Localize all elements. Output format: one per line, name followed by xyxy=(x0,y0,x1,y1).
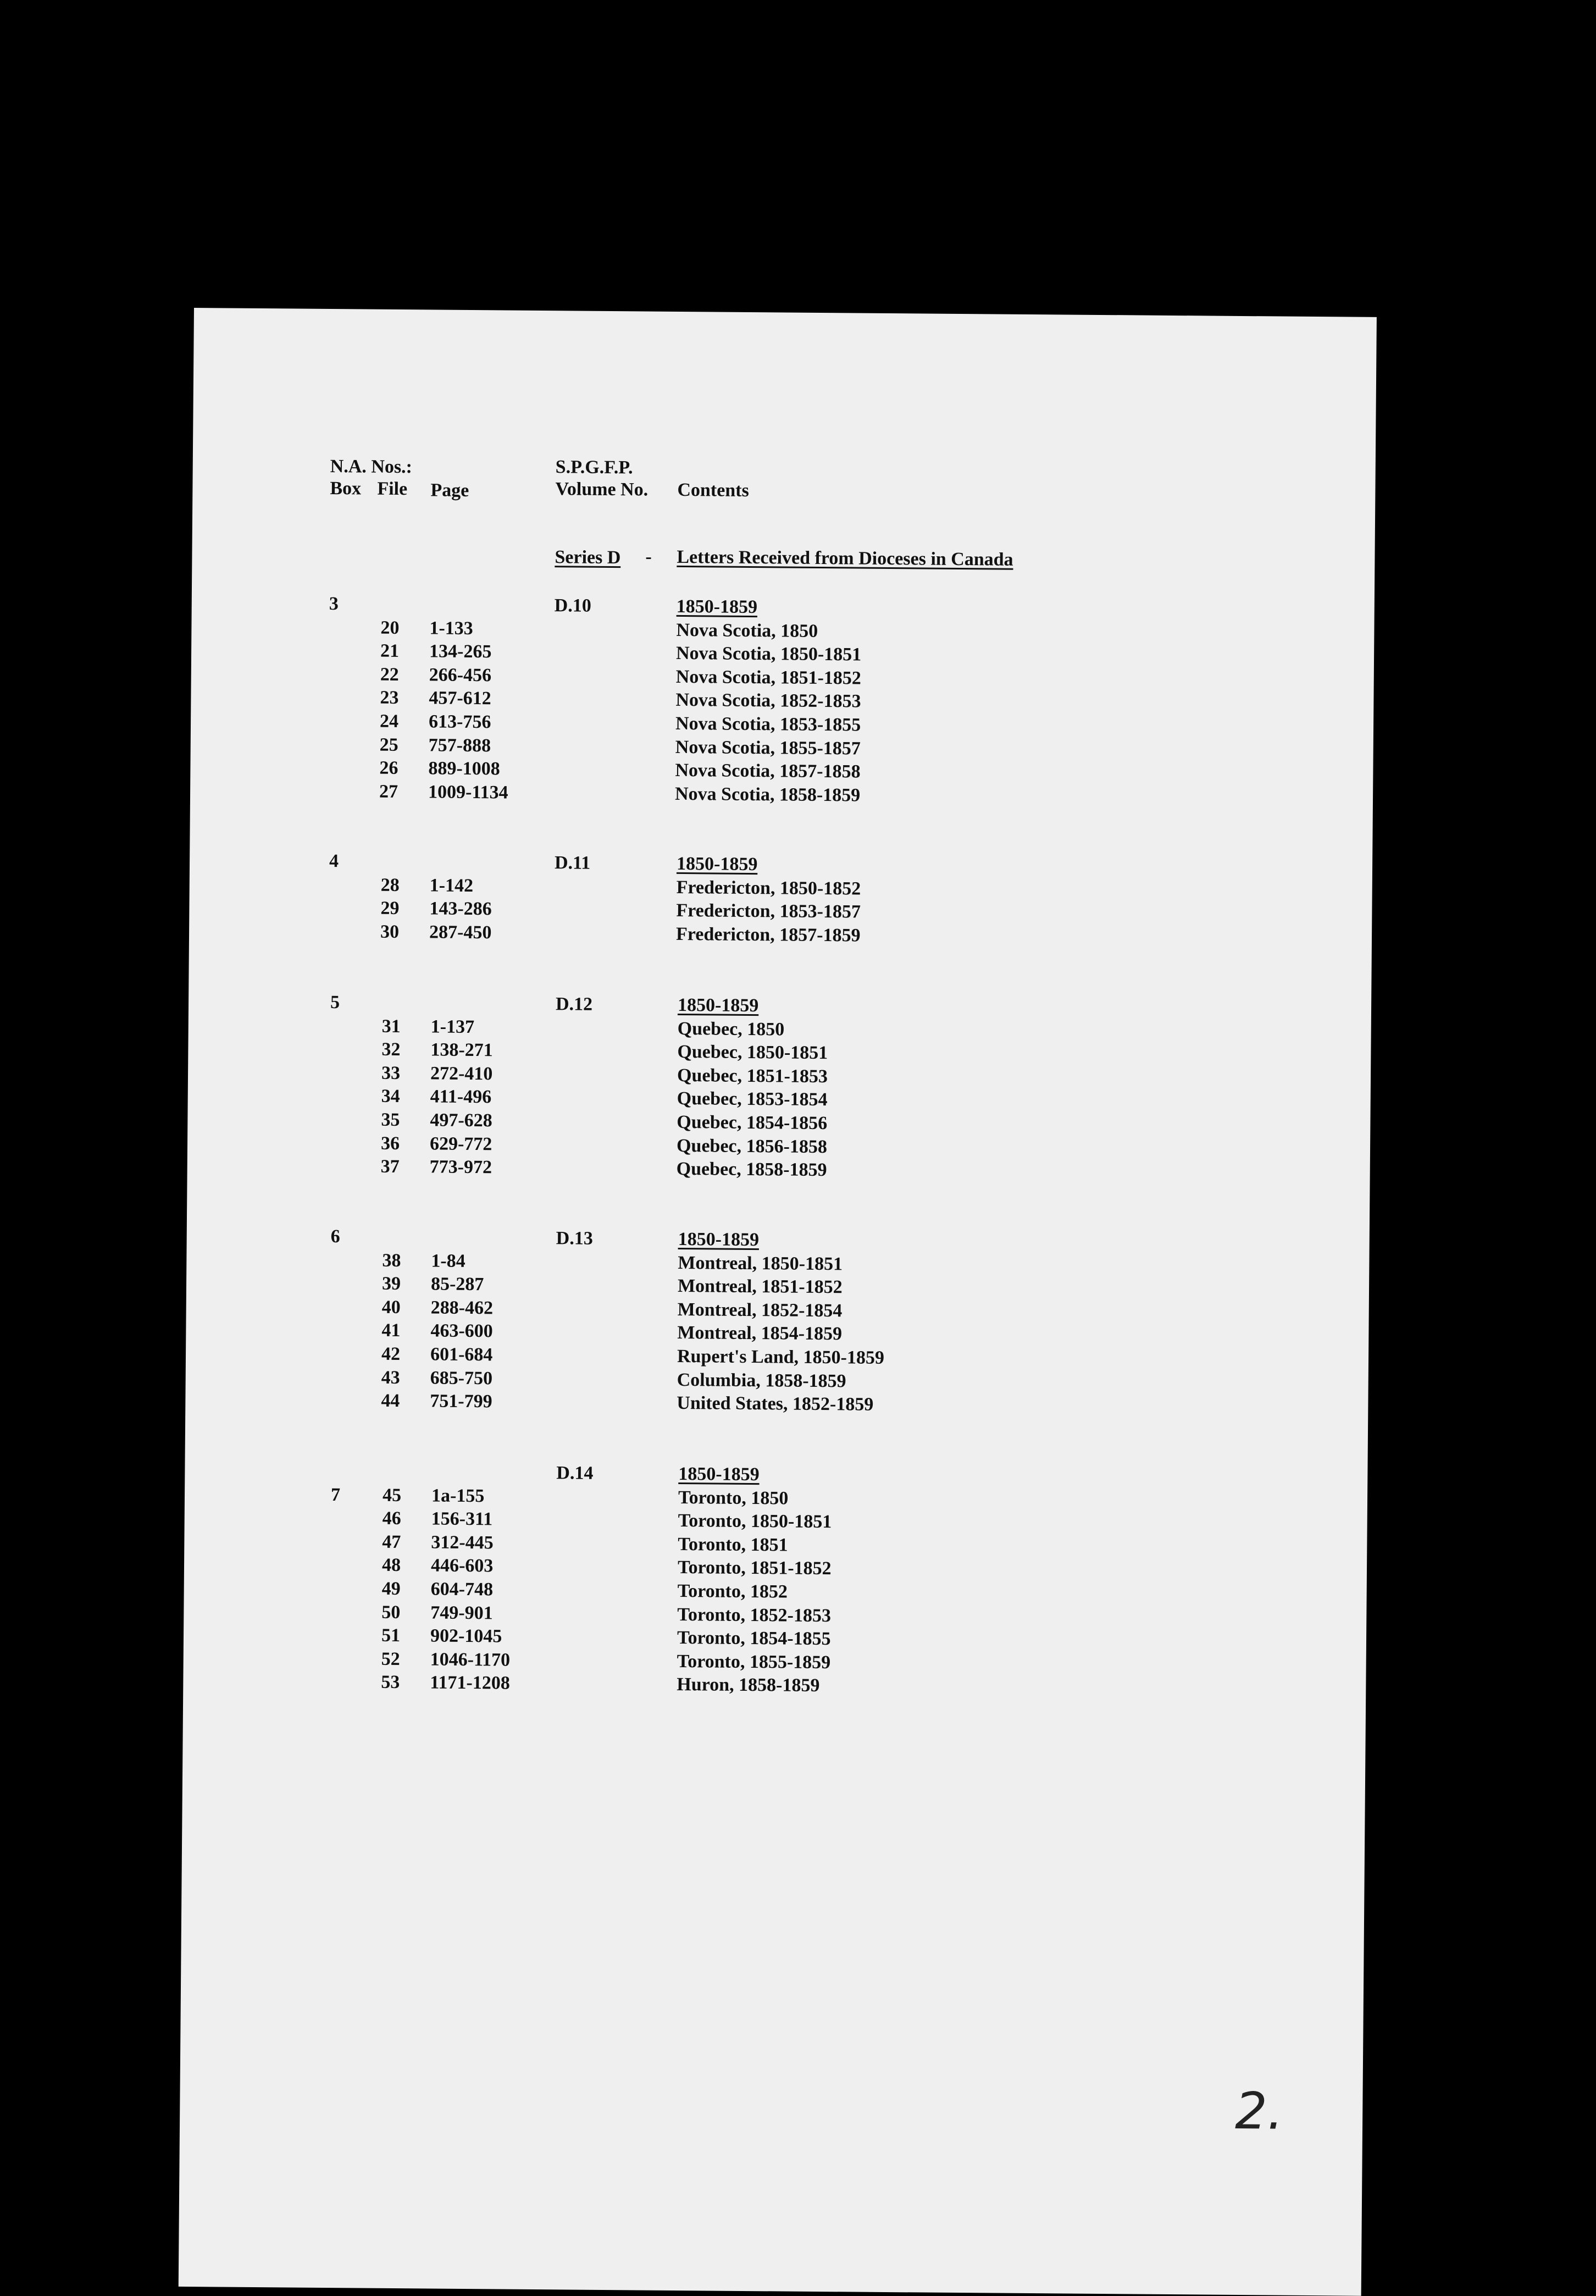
row-file-number: 22 xyxy=(380,664,399,685)
row-file-number: 38 xyxy=(382,1250,401,1271)
row-file-number: 50 xyxy=(381,1602,401,1623)
row-page-range: 446-603 xyxy=(430,1555,494,1576)
row-contents: Quebec, 1850 xyxy=(677,1018,785,1040)
row-page-range: 312-445 xyxy=(431,1532,494,1553)
row-contents: Quebec, 1856-1858 xyxy=(676,1135,828,1157)
row-contents: Nova Scotia, 1851-1852 xyxy=(675,666,862,689)
row-page-range: 138-271 xyxy=(430,1039,493,1061)
row-file-number: 23 xyxy=(380,688,399,709)
row-page-range: 85-287 xyxy=(430,1274,484,1295)
row-page-range: 463-600 xyxy=(430,1320,493,1342)
row-file-number: 31 xyxy=(381,1016,401,1037)
row-file-number: 40 xyxy=(381,1297,401,1318)
volume-number: D.12 xyxy=(555,994,593,1015)
row-contents: Columbia, 1858-1859 xyxy=(677,1369,846,1391)
period-heading: 1850-1859 xyxy=(676,596,758,618)
row-contents: Quebec, 1858-1859 xyxy=(676,1159,827,1181)
group-box-number: 4 xyxy=(329,850,339,872)
row-file-number: 30 xyxy=(380,921,400,942)
period-heading: 1850-1859 xyxy=(678,1463,760,1485)
row-file-number: 29 xyxy=(380,898,400,919)
row-page-range: 1-84 xyxy=(431,1251,465,1271)
row-contents: Toronto, 1852-1853 xyxy=(677,1604,832,1626)
row-contents: Toronto, 1854-1855 xyxy=(677,1628,831,1650)
row-page-range: 889-1008 xyxy=(428,758,500,779)
row-box-number: 7 xyxy=(330,1484,341,1505)
row-file-number: 44 xyxy=(381,1390,400,1412)
row-file-number: 34 xyxy=(381,1086,400,1107)
row-page-range: 1-137 xyxy=(430,1016,475,1037)
row-contents: Toronto, 1855-1859 xyxy=(677,1651,831,1673)
header-spgfp: S.P.G.F.P. xyxy=(555,457,633,478)
row-page-range: 773-972 xyxy=(429,1157,492,1178)
series-title: Letters Received from Dioceses in Canada xyxy=(677,546,1013,570)
row-contents: Quebec, 1853-1854 xyxy=(677,1088,828,1110)
row-contents: Nova Scotia, 1855-1857 xyxy=(675,737,861,759)
volume-number: D.10 xyxy=(554,595,591,616)
row-page-range: 497-628 xyxy=(430,1110,492,1131)
period-heading: 1850-1859 xyxy=(677,994,759,1016)
row-contents: Nova Scotia, 1853-1855 xyxy=(675,713,861,735)
row-contents: Nova Scotia, 1858-1859 xyxy=(674,783,861,806)
series-label: Series D xyxy=(555,547,621,568)
row-contents: Montreal, 1852-1854 xyxy=(677,1299,843,1321)
period-heading: 1850-1859 xyxy=(678,1229,760,1251)
row-contents: Rupert's Land, 1850-1859 xyxy=(677,1346,885,1368)
row-file-number: 37 xyxy=(380,1156,400,1177)
volume-number: D.13 xyxy=(556,1228,593,1249)
row-file-number: 27 xyxy=(379,781,398,802)
row-page-range: 143-286 xyxy=(429,898,492,920)
header-box: Box xyxy=(330,478,362,499)
volume-number: D.14 xyxy=(556,1463,594,1484)
row-file-number: 21 xyxy=(380,640,400,662)
header-contents: Contents xyxy=(677,479,749,501)
row-contents: Nova Scotia, 1850 xyxy=(676,619,818,641)
row-file-number: 36 xyxy=(380,1133,400,1154)
row-page-range: 685-750 xyxy=(430,1368,493,1388)
row-contents: Montreal, 1851-1852 xyxy=(677,1276,843,1298)
series-dash: - xyxy=(645,546,652,567)
page-number: 2. xyxy=(1234,2081,1284,2141)
row-page-range: 629-772 xyxy=(429,1133,492,1154)
row-file-number: 20 xyxy=(380,617,400,638)
row-contents: Montreal, 1854-1859 xyxy=(677,1323,843,1345)
row-page-range: 1009-1134 xyxy=(428,782,508,803)
row-file-number: 53 xyxy=(381,1672,400,1693)
row-page-range: 272-410 xyxy=(430,1063,493,1085)
row-contents: Quebec, 1850-1851 xyxy=(677,1042,828,1064)
header-page: Page xyxy=(430,480,469,501)
row-page-range: 287-450 xyxy=(429,922,492,943)
row-page-range: 757-888 xyxy=(428,734,491,756)
row-page-range: 751-799 xyxy=(430,1391,492,1412)
row-file-number: 26 xyxy=(379,757,398,779)
row-file-number: 41 xyxy=(381,1320,401,1341)
row-page-range: 613-756 xyxy=(428,711,491,733)
row-file-number: 46 xyxy=(382,1508,401,1529)
row-contents: Montreal, 1850-1851 xyxy=(678,1252,843,1274)
document-page xyxy=(179,308,1377,2296)
row-contents: Fredericton, 1853-1857 xyxy=(676,900,861,922)
row-page-range: 134-265 xyxy=(429,641,492,662)
row-page-range: 604-748 xyxy=(430,1579,494,1600)
row-contents: Toronto, 1850-1851 xyxy=(678,1511,832,1532)
row-page-range: 411-496 xyxy=(430,1086,492,1108)
row-file-number: 42 xyxy=(381,1343,401,1365)
row-file-number: 32 xyxy=(381,1039,401,1060)
row-file-number: 52 xyxy=(381,1648,400,1669)
group-box-number: 3 xyxy=(329,593,339,615)
header-volume-no: Volume No. xyxy=(555,479,649,500)
row-contents: Fredericton, 1857-1859 xyxy=(675,923,861,946)
period-heading: 1850-1859 xyxy=(676,853,758,875)
row-contents: Toronto, 1852 xyxy=(677,1580,788,1602)
row-contents: United States, 1852-1859 xyxy=(677,1393,874,1415)
row-contents: Toronto, 1851-1852 xyxy=(677,1557,832,1579)
group-box-number: 6 xyxy=(330,1226,340,1247)
row-page-range: 902-1045 xyxy=(430,1625,502,1647)
row-page-range: 266-456 xyxy=(429,665,492,686)
volume-number: D.11 xyxy=(554,853,591,873)
row-page-range: 156-311 xyxy=(431,1508,493,1530)
row-contents: Fredericton, 1850-1852 xyxy=(676,877,861,899)
header-file: File xyxy=(377,478,408,500)
row-file-number: 39 xyxy=(381,1273,401,1294)
row-contents: Nova Scotia, 1857-1858 xyxy=(675,760,861,782)
row-page-range: 1-142 xyxy=(429,875,474,896)
row-file-number: 24 xyxy=(379,711,399,732)
row-page-range: 749-901 xyxy=(430,1602,493,1623)
row-file-number: 35 xyxy=(381,1109,400,1130)
row-file-number: 43 xyxy=(381,1367,400,1388)
row-file-number: 48 xyxy=(381,1555,401,1576)
row-page-range: 457-612 xyxy=(429,688,491,709)
group-box-number: 5 xyxy=(330,992,340,1013)
row-contents: Quebec, 1851-1853 xyxy=(677,1065,828,1087)
row-file-number: 33 xyxy=(381,1063,401,1083)
row-file-number: 51 xyxy=(381,1625,401,1646)
row-contents: Nova Scotia, 1850-1851 xyxy=(675,643,862,665)
row-contents: Toronto, 1850 xyxy=(678,1487,789,1509)
header-na-nos: N.A. Nos.: xyxy=(330,456,413,478)
row-contents: Huron, 1858-1859 xyxy=(677,1674,820,1696)
row-file-number: 47 xyxy=(382,1531,401,1552)
row-contents: Toronto, 1851 xyxy=(678,1534,788,1556)
row-file-number: 45 xyxy=(382,1485,402,1506)
row-file-number: 25 xyxy=(379,734,398,755)
row-page-range: 1-133 xyxy=(429,617,473,639)
row-file-number: 49 xyxy=(381,1578,401,1600)
row-page-range: 1046-1170 xyxy=(430,1649,511,1670)
row-contents: Quebec, 1854-1856 xyxy=(677,1111,828,1134)
row-file-number: 28 xyxy=(380,875,400,895)
row-page-range: 288-462 xyxy=(430,1297,494,1319)
row-page-range: 1a-155 xyxy=(431,1485,485,1506)
row-page-range: 1171-1208 xyxy=(430,1672,510,1694)
row-page-range: 601-684 xyxy=(430,1344,493,1365)
row-contents: Nova Scotia, 1852-1853 xyxy=(675,690,861,712)
